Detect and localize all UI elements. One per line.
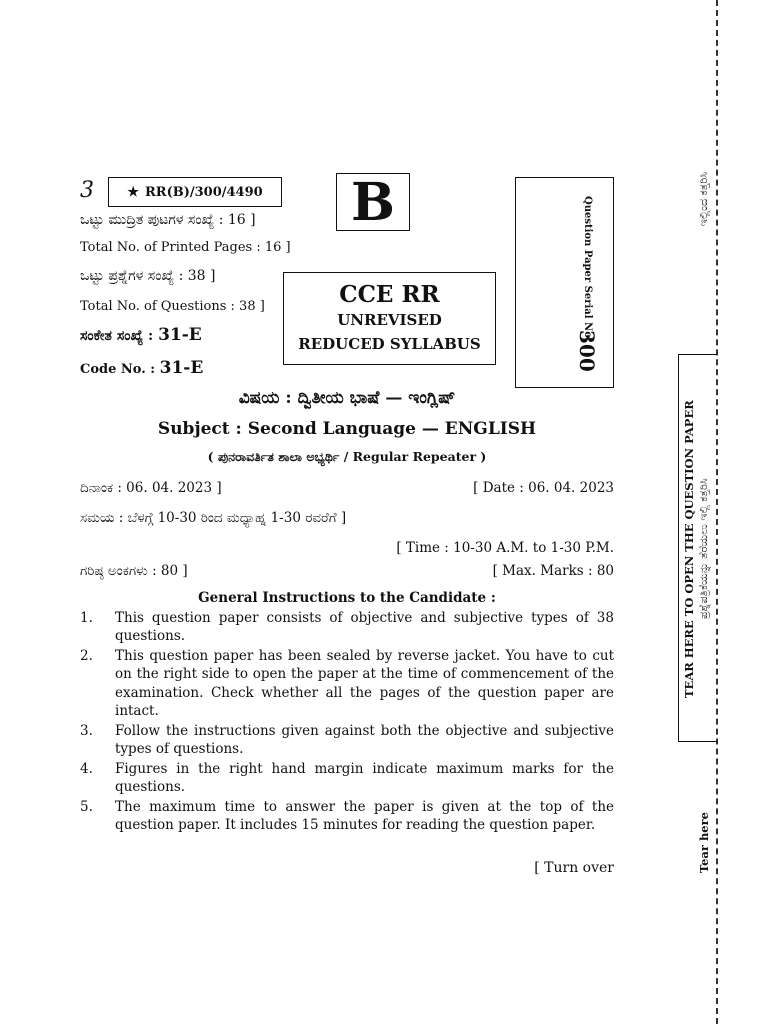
printed-pages-en: Total No. of Printed Pages : 16 ] bbox=[80, 240, 291, 255]
tear-open-kn: ಪ್ರಶ್ನೆಪತ್ರಿಕೆಯನ್ನು ತೆರೆಯಲು ಇಲ್ಲಿ ಕತ್ತರಿಸಿ bbox=[697, 478, 710, 620]
subject-kn: ವಿಷಯ : ದ್ವಿತೀಯ ಭಾಷೆ — ಇಂಗ್ಲಿಷ್ bbox=[238, 388, 456, 408]
item-text: This question paper has been sealed by reverse jacket. You have to cut on the right side to open the paper at the time of commencement of the examination. Check whether all the pages of the question paper are intact. bbox=[115, 648, 614, 719]
item-text: This question paper consists of objective and subjective types of 38 questions. bbox=[115, 610, 614, 645]
item-text: Figures in the right hand margin indicate maximum marks for the questions. bbox=[115, 760, 614, 796]
candidate-type: ( ಪುನರಾವರ್ತಿತ ಶಾಲಾ ಅಭ್ಯರ್ಥಿ / Regular Repeater ) bbox=[207, 449, 487, 464]
version-letter: B bbox=[336, 173, 410, 231]
star-icon: ★ bbox=[127, 184, 139, 200]
item-number: 5. bbox=[80, 798, 93, 815]
time-kn: ಸಮಯ : ಬೆಳಗ್ಗೆ 10-30 ರಿಂದ ಮಧ್ಯಾಹ್ನ 1-30 ರವರೆಗೆ ] bbox=[80, 510, 347, 526]
marks-en: [ Max. Marks : 80 bbox=[492, 563, 614, 579]
serial-code-box bbox=[108, 177, 282, 207]
questions-en: Total No. of Questions : 38 ] bbox=[80, 299, 265, 314]
subject-en: Subject : Second Language — ENGLISH bbox=[157, 419, 537, 439]
tear-open-en: TEAR HERE TO OPEN THE QUESTION PAPER bbox=[682, 400, 696, 698]
list-item bbox=[80, 798, 614, 835]
item-number: 1. bbox=[80, 610, 93, 626]
qp-serial-box bbox=[515, 177, 614, 388]
serial-code: RR(B)/300/4490 bbox=[144, 184, 263, 200]
code-kn bbox=[80, 325, 202, 345]
turn-over: [ Turn over bbox=[534, 860, 614, 876]
code-en-label: Code No. : bbox=[80, 362, 156, 377]
code-en bbox=[80, 358, 203, 378]
list-item bbox=[80, 609, 614, 646]
date-kn: ದಿನಾಂಕ : 06. 04. 2023 ] bbox=[80, 480, 222, 496]
printed-pages-kn: ಒಟ್ಟು ಮುದ್ರಿತ ಪುಟಗಳ ಸಂಖ್ಯೆ : 16 ] bbox=[80, 212, 256, 228]
item-number: 4. bbox=[80, 760, 93, 777]
code-kn-value: 31-E bbox=[158, 325, 202, 345]
page-number: 3 bbox=[80, 178, 94, 203]
syllabus-box bbox=[283, 272, 496, 365]
list-item bbox=[80, 760, 614, 797]
list-item bbox=[80, 722, 614, 759]
tear-here-label: Tear here bbox=[697, 812, 711, 874]
cce-title: CCE RR bbox=[339, 280, 440, 308]
item-text: Follow the instructions given against both the objective and subjective types of questions. bbox=[115, 722, 614, 758]
qp-serial-label: Question Paper Serial No. bbox=[582, 196, 593, 342]
list-item bbox=[80, 647, 614, 720]
code-kn-label: ಸಂಕೇತ ಸಂಖ್ಯೆ : bbox=[80, 328, 154, 344]
marks-kn: ಗರಿಷ್ಠ ಅಂಕಗಳು : 80 ] bbox=[80, 563, 188, 579]
code-en-value: 31-E bbox=[159, 358, 204, 378]
date-en: [ Date : 06. 04. 2023 bbox=[473, 480, 614, 496]
qp-serial-value: 300 bbox=[575, 330, 599, 372]
cce-line-1: UNREVISED bbox=[337, 310, 442, 329]
item-number: 2. bbox=[80, 648, 93, 665]
questions-kn: ಒಟ್ಟು ಪ್ರಶ್ನೆಗಳ ಸಂಖ್ಯೆ : 38 ] bbox=[80, 268, 216, 284]
cut-here-kn: ಇಲ್ಲಿಂದ ಕತ್ತರಿಸಿ bbox=[697, 172, 710, 227]
item-number: 3. bbox=[80, 722, 93, 739]
item-text: The maximum time to answer the paper is given at the top of the question paper. It includes 15 minutes for reading the question paper. bbox=[115, 798, 614, 834]
cce-line-2: REDUCED SYLLABUS bbox=[298, 334, 481, 353]
instructions-list bbox=[80, 609, 614, 836]
instructions-heading: General Instructions to the Candidate : bbox=[198, 590, 496, 606]
time-en: [ Time : 10-30 A.M. to 1-30 P.M. bbox=[396, 540, 614, 556]
